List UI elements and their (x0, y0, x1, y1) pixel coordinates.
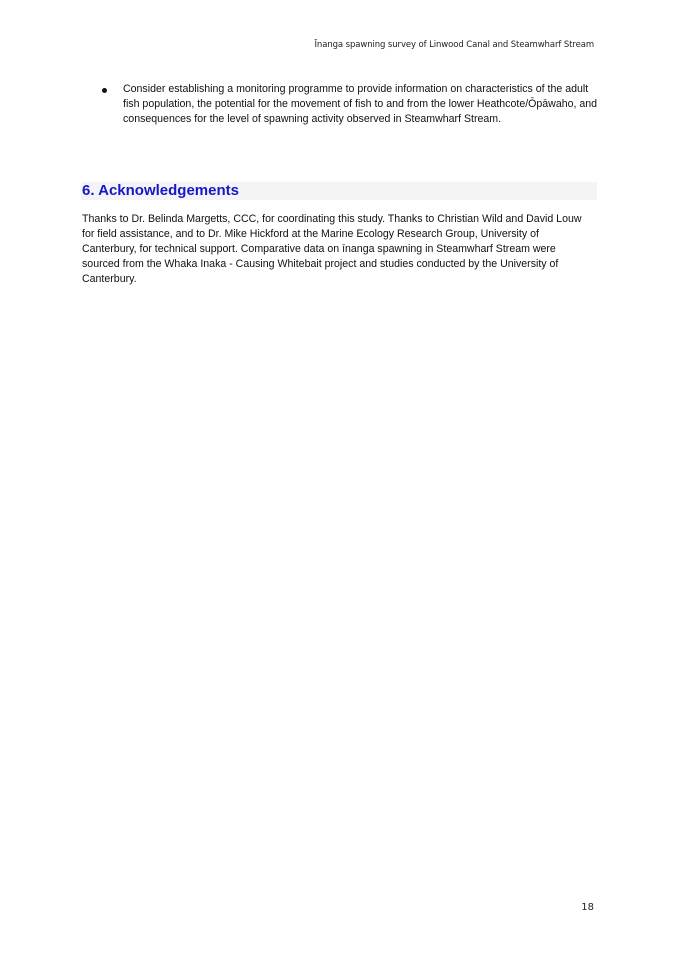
section-heading: 6. Acknowledgements (82, 182, 239, 199)
acknowledgements-paragraph: Thanks to Dr. Belinda Margetts, CCC, for coordinating this study. Thanks to Christian Wild and David Louw for field assistance, and to Dr. Mike Hickford at the Marine Ecology Research Group, University of Canterbury, for technical support. Comparative data on īnanga spawning in Steamwharf Stream were sourced from the Whaka Inaka - Causing Whitebait project and studies conducted by the University of Canterbury. (82, 213, 582, 285)
list-item (100, 82, 600, 127)
page-number: 18 (581, 902, 594, 913)
bullet-text: Consider establishing a monitoring programme to provide information on characteristics of the adult fish population, the potential for the movement of fish to and from the lower Heathcote/Ōpāwaho, and consequences for the level of spawning activity observed in Steamwharf Stream. (123, 83, 598, 125)
bullet-marker (102, 88, 107, 93)
bullet-list (100, 82, 600, 127)
running-header: Īnanga spawning survey of Linwood Canal and Steamwharf Stream (314, 40, 594, 50)
